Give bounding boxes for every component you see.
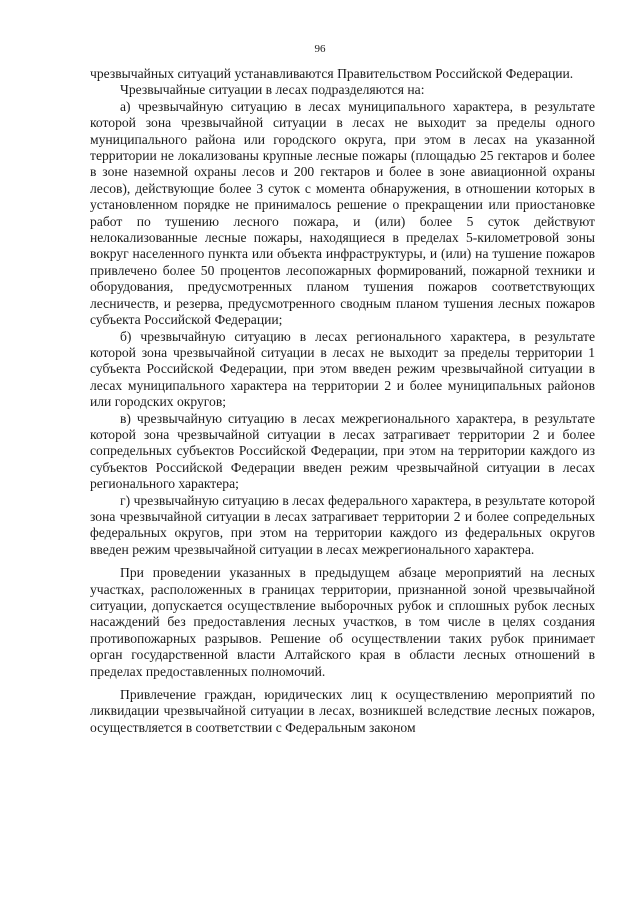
paragraph-item-g-federal: г) чрезвычайную ситуацию в лесах федерального характера, в результате которой зона чрезвычайной ситуации в лесах затрагивает территории 2 и более сопредельных федеральных округов, при этом на территории каждого из федеральных округов введен режим чрезвычайной ситуации в лесах межрегионального характера.: [90, 492, 595, 557]
paragraph-item-v-interregional: в) чрезвычайную ситуацию в лесах межрегионального характера, в результате которой зона чрезвычайной ситуации в лесах затрагивает территории 2 и более сопредельных субъектов Российской Федерации, при этом на территории каждого из субъектов Российской Федерации введен режим чрезвычайной ситуации в лесах регионального характера;: [90, 410, 595, 492]
paragraph-item-b-regional: б) чрезвычайную ситуацию в лесах регионального характера, в результате которой зона чрезвычайной ситуации в лесах не выходит за пределы территории 1 субъекта Российской Федерации, при этом введен режим чрезвычайной ситуации в лесах муниципального характера на территории 2 и более муниципальных районов или городских округов;: [90, 328, 595, 410]
paragraph-continuation: чрезвычайных ситуаций устанавливаются Правительством Российской Федерации.: [90, 66, 574, 81]
page-number: 96: [314, 43, 326, 55]
paragraph-item-a-municipal: а) чрезвычайную ситуацию в лесах муниципального характера, в результате которой зона чрезвычайной ситуации в лесах не выходит за пределы одного муниципального района или городского округа, при этом в лесах на указанной территории не локализованы крупные лесные пожары (площадью 25 гектаров и более в зоне наземной охраны лесов и 200 гектаров и более в зоне авиационной охраны лесов), действующие более 3 суток с момента обнаружения, в отношении которых в установленном порядке не принималось решение о прекращении или приостановке работ по тушению лесного пожара, и (или) более 5 суток действуют нелокализованные лесные пожары, находящиеся в пределах 5-километровой зоны вокруг населенного пункта или объекта инфраструктуры, и (или) на тушение пожаров привлечено более 50 процентов лесопожарных формирований, пожарной техники и оборудования, предусмотренных планом тушения пожаров соответствующих лесничеств, и резерва, предусмотренного сводным планом тушения лесных пожаров субъекта Российской Федерации;: [90, 98, 595, 328]
paragraph-felling-permission: При проведении указанных в предыдущем абзаце мероприятий на лесных участках, расположенных в границах территории, признанной зоной чрезвычайной ситуации, допускается осуществление выборочных рубок и сплошных рубок лесных насаждений без предоставления лесных участков, в том числе в целях создания противопожарных разрывов. Решение об осуществлении таких рубок принимает орган государственной власти Алтайского края в области лесных отношений в пределах предоставленных полномочий.: [90, 565, 595, 679]
body-text: [90, 66, 595, 736]
paragraph-classification-intro: Чрезвычайные ситуации в лесах подразделяются на:: [120, 82, 425, 98]
paragraph-citizen-involvement: Привлечение граждан, юридических лиц к осуществлению мероприятий по ликвидации чрезвычайной ситуации в лесах, возникшей вследствие лесных пожаров, осуществляется в соответствии с Федеральным законом: [90, 687, 595, 735]
